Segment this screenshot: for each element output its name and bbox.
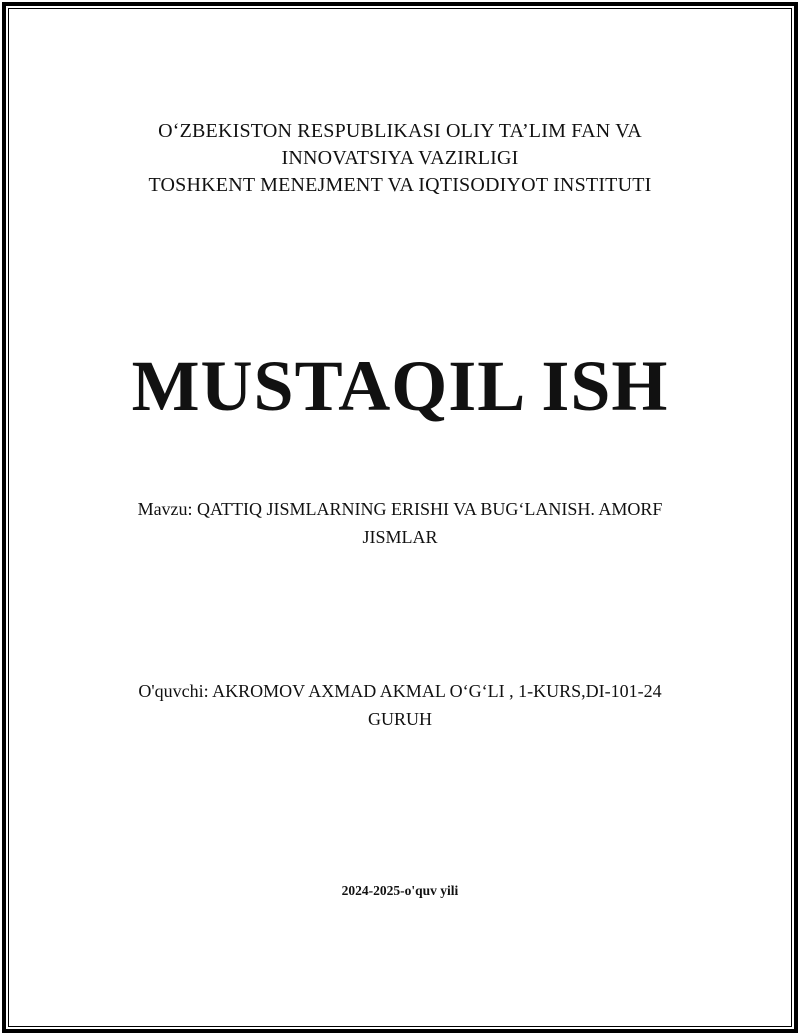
student-line-2: GURUH [367, 709, 432, 729]
ministry-line-2: INNOVATSIYA VAZIRLIGI [281, 147, 519, 169]
academic-year-text: 2024-2025-o'quv yili [341, 883, 459, 898]
ministry-line-1: O‘ZBEKISTON RESPUBLIKASI OLIY TA’LIM FAN VA [158, 120, 642, 142]
topic-line-2: JISMLAR [362, 527, 438, 547]
topic-line-1: Mavzu: QATTIQ JISMLARNING ERISHI VA BUG‘LANISH. AMORF [137, 499, 663, 519]
topic-section [40, 495, 760, 551]
student-line-1: O'quvchi: AKROMOV AXMAD AKMAL O‘G‘LI , 1-KURS,DI-101-24 [138, 681, 662, 701]
student-section [40, 677, 760, 733]
institute-line: TOSHKENT MENEJMENT VA IQTISODIYOT INSTITUTI [148, 174, 652, 196]
ministry-header [40, 118, 760, 199]
document-title-text: MUSTAQIL ISH [131, 346, 669, 426]
document-title [40, 345, 760, 428]
academic-year [40, 883, 760, 899]
